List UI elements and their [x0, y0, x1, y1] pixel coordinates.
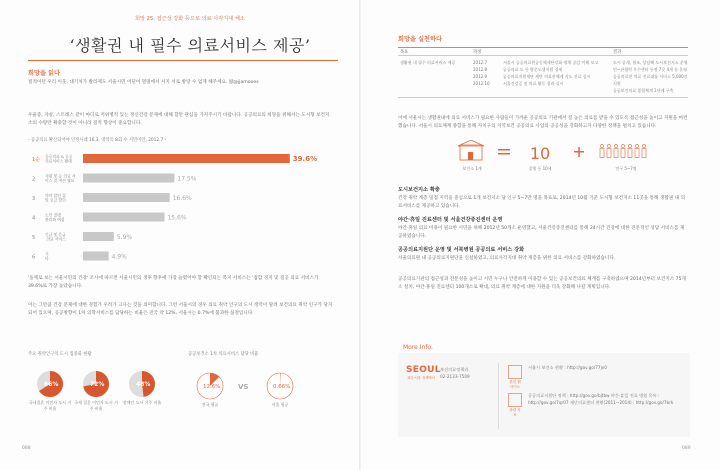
result-4: 공공보건의료 종합체계 1단계 구축	[613, 88, 674, 93]
bar	[83, 193, 170, 202]
plus-icon	[574, 147, 584, 157]
person-icon-body	[600, 149, 604, 158]
result-1: 도시 공개, 협조, 상담해 도시보건지소 운영	[613, 60, 688, 65]
plan-table	[398, 47, 688, 98]
step-3: 공공의료지원재단 세단 의료관체계 지도 진료 실시	[503, 74, 591, 79]
link-website-sub: 관련 웹사이트	[509, 380, 521, 389]
person-icon-body	[642, 149, 646, 158]
link-documents-sub: 관련 자료	[509, 408, 521, 417]
bar-category-label-line: 의료서비스 활대	[45, 158, 72, 164]
right-paragraph-2: 건강 취약 계층 밀접 지역을 중심으로 1개 보건지소 당 인구 5~7만 명을 목표로, 2014년 10월 기준 도시형 보건지소 11곳을 통해 생활권 내 의료서비스를 제공하고 있습니다.	[398, 196, 686, 209]
bar-category-number: 1순	[32, 157, 41, 163]
bar	[83, 154, 290, 163]
title-divider	[28, 60, 338, 61]
bar-value-label: 15.6%	[167, 214, 187, 222]
paragraph-4: 이는 그만큼 건강 문제에 대한 경험가 우려가 크다는 것을 의미합니다. 그런 서울시의 경우 의료 취약 인구의 도시 정역이 말려 보건의료 취약 인구가 당지되어 있으며, 공공방향이 1차 의학서비스를 담당하는 비율은 전국 약 12%, 서울시는 0.7%에 불과한 실정입니다.	[28, 303, 333, 316]
infographic	[398, 140, 688, 176]
chart-source: - 공공의료 확산되어야 인정사례 16.3. 영역의 8회 수 서민미언, 2012.7 -	[28, 138, 167, 143]
bar	[83, 174, 174, 183]
people-icons	[600, 144, 646, 157]
equals-icon	[498, 149, 510, 155]
step-1: 서울시 공공의료원공동체재단강화 정책 공감 이해 보고	[503, 60, 599, 65]
pie-caption-right: 공공보건소 1차 의료서비스 담당 비율	[188, 352, 259, 357]
result-2: 민~관협력 우수센터 등정 7곳 4개 등 운영	[613, 67, 688, 72]
bar-value-label: 39.6%	[292, 155, 318, 163]
contact-dept: 보건의료정책과	[440, 367, 469, 372]
page-number-left: 088	[22, 446, 31, 451]
monitor-icon	[508, 365, 522, 379]
bar-value-label: 16.6%	[172, 195, 192, 202]
right-paragraph-5: 공공의료기관의 접근성과 전문성을 높이고 시민 누구나 안전하게 이용할 수 있는 공공보건의료 체계를 구축하였으며 2014년부터 보건지소 75개소 설치, 야간·휴일 진료센터 100개소로 확대, 의료 취약 계층에 대한 지원을 더욱 강화해 나갈 계획입니다.	[398, 277, 686, 290]
pie-slice-label: 국제 결혼 이민자 도시 거주 비율	[74, 400, 118, 411]
bar-category-number: 2	[32, 176, 36, 183]
pie-value-label: 66%	[44, 381, 59, 388]
bar-category-label	[45, 252, 49, 262]
pie-value-label: 12.6%	[203, 384, 221, 390]
link-documents-text[interactable]: 공공의료지원단 정책 : http://gov.go/bjtbw 야간·휴일 진료 병원 목록 : http://gov.go/7qr07 재난의료센터 현황(2011~2014) : http://gov.go/7brk	[528, 393, 674, 405]
bar-category-label	[45, 232, 66, 242]
person-icon-head	[642, 144, 645, 147]
bar	[83, 232, 114, 241]
right-paragraph-1: 이에 서울시는 생활권내에 의료 서비스가 필요한 사람들이 가까운 공공의료 기관에서 질 높은 의료를 받을 수 있도록 접근성을 높이고 지원을 마련했습니다. 서울시 의료체계 종합을 통해 자치구의 지역보건 공공의료 사업의 공공성을 강화하고자 다양한 정책을 펼치고 있습니다.	[398, 116, 688, 129]
vs-label: VS	[238, 383, 249, 391]
page-title: ‘생활권 내 필수 의료서비스 제공’	[69, 36, 311, 55]
table-cell-goal: 생활권 내 필수 의료서비스 제공	[400, 60, 456, 65]
section-heading-practice: 희망을 실천하다	[398, 36, 442, 43]
pie-caption-left: 주요 취약인구의 도시 집중화 현황	[28, 352, 92, 357]
bar-category-label-line: 의료 서비스	[45, 236, 66, 242]
paragraph-2: 우울증, 자살, 스트레스 같이 마디로 저위병적 있는 정신건강 문제에 대해 할만 관심을 가져주시기 바랍니다. 공공의료의 희망을 위해서는 도시형 보건지소의 수량만 확충할 것이 아니라 질적 향상이 중요합니다.	[28, 113, 330, 126]
bar-category-number: 3	[32, 196, 36, 202]
person-icon-head	[614, 144, 617, 147]
bar-category-label	[45, 213, 65, 223]
date-3: 2012.9	[473, 74, 487, 79]
table-header-process: 과정	[473, 49, 482, 55]
link-documents-icon-wrap	[508, 393, 528, 418]
seoul-logo-text: SEOUL	[406, 365, 441, 375]
bar	[83, 213, 164, 222]
bar-category-label-line: 긴급 및 응급	[45, 232, 66, 237]
seoul-logo-sub: 희망·서울 정책백서	[407, 376, 435, 380]
bar	[83, 252, 109, 261]
bar-category-label	[45, 174, 76, 184]
bar-category-label-line: 비스 질 개선 필요	[45, 178, 75, 184]
subheading-clinics: 도시보건지소 확충	[398, 187, 440, 193]
person-icon-body	[621, 149, 625, 158]
link-website[interactable]	[508, 365, 688, 390]
contact-phone: 02-2133-7509	[440, 373, 470, 379]
result-3: 공공의료진 의료 진료대를 서비스 5,000건 지원	[613, 74, 688, 86]
bar-category-number: 4	[32, 215, 36, 222]
bar-value-label: 4.9%	[111, 253, 127, 261]
document-icon	[508, 393, 522, 407]
date-4: 2012.10	[473, 81, 490, 86]
bar-category-label-line: 관리와 여성	[45, 217, 65, 223]
bar-category-label-line: 및 요금 할인	[45, 197, 66, 203]
info-right-caption: 인구 5~7명	[615, 166, 637, 171]
more-info-box	[398, 353, 690, 437]
info-left-caption: 보건소 1개	[462, 166, 482, 171]
table-header-result: 결과	[613, 49, 622, 55]
bar-category-label-line: 저렴 및 등 의료 서	[45, 173, 76, 179]
pie-charts	[28, 362, 338, 432]
bar-category-label-line: 노인 질병	[45, 212, 63, 218]
paragraph-1: 질적이던 우리 이웃, 대기처가 발라제도 서울시민 어딘어 멀멀에서 서지 서로 방랑 수 없게 해주세요. 밟@jjamooes	[28, 80, 259, 85]
bar-category-number: 5	[32, 235, 36, 241]
table-row	[398, 56, 688, 97]
bar-category-label	[45, 154, 73, 164]
bar-value-label: 5.9%	[116, 234, 133, 241]
table-header-goal: 목표	[400, 49, 409, 55]
section-heading-read: 희망을 읽다	[28, 70, 61, 77]
bar-value-label: 17.5%	[177, 175, 197, 183]
bar-category-label-line: 공공의료 & 공공	[45, 154, 73, 159]
step-4: 서울건강증 및 의료 활동 결과 실시	[503, 81, 564, 86]
right-paragraph-3: 야간·휴일 의료 이용이 필요한 시민을 위해 2012년 50개소 운영했고, 서울건강증진센터를 통해 24시간 건강에 대한 전문적인 상담 서비스를 제공하였습니다.	[398, 226, 685, 239]
pie-value-label: 0.66%	[273, 384, 291, 390]
date-1: 2012.7	[473, 60, 487, 65]
bar-category-label-line: 기	[45, 251, 49, 257]
gutter	[359, 0, 361, 470]
person-icon-head	[607, 144, 610, 147]
pie-value-label: 48%	[136, 381, 151, 388]
subheading-night-clinics: 야간·휴일 진료센터 및 서울건강증진센터 운영	[398, 217, 503, 223]
person-icon-head	[621, 144, 624, 147]
subheading-public-medical: 공공의료지원단 운영 및 서북병원 공공의료 서비스 강화	[398, 247, 525, 253]
person-icon-body	[614, 149, 618, 158]
contact-info	[440, 367, 490, 380]
bar-category-label-line: 의약 할인 질	[45, 193, 67, 198]
person-icon-body	[607, 149, 611, 158]
pie-slice-label: 국내결혼 이민자 도시 거주 비율	[28, 400, 72, 411]
info-mid-caption: 질병 등 10세	[528, 166, 552, 171]
table-cell-results	[613, 59, 688, 94]
clinic-icon	[458, 140, 484, 160]
kicker-text: 희망 25. 접근성 강화 등으로 의료 사각지대 해소	[135, 16, 245, 22]
link-documents[interactable]	[508, 393, 688, 418]
bar-chart	[28, 150, 338, 270]
table-cell-dates	[473, 59, 503, 94]
pie-slice-label: 서울 평균	[271, 402, 289, 407]
person-icon-head	[628, 144, 631, 147]
person-icon-head	[600, 144, 603, 147]
person-icon-head	[635, 144, 638, 147]
more-info-heading: More Info.	[403, 344, 433, 351]
bar-category-label	[45, 193, 67, 203]
right-paragraph-4: 서울의료원 내 공공의료지원단을 신설하였고, 의료사각지대 취약 계층을 위한 의료 서비스를 강화하였습니다.	[398, 256, 616, 261]
step-2: 공공의료 도 등 방문도생지원 경제	[503, 67, 563, 72]
info-big-number: 10	[529, 144, 551, 163]
page-number-right: 089	[682, 446, 691, 451]
bar-category-label-line: 타	[45, 256, 49, 262]
date-2: 2012.8	[473, 67, 487, 72]
person-icon-body	[628, 149, 632, 158]
seoul-logo	[406, 365, 441, 380]
bar-category-number: 6	[32, 254, 36, 261]
pie-svg	[28, 362, 338, 432]
link-website-icon-wrap	[508, 365, 528, 390]
paragraph-3: '돌께로 보는 서울시민의 건강' 조사에 따르면 서울시민의 생후 향후에 가장 늘렸어야 할 확인되는 복지 서비스는 '접합 경지 및 질공 의료 서비스가 39.6%로 가장 높았습니다.	[28, 276, 319, 289]
pie-slice-label: 전국 평균	[201, 402, 219, 407]
pie-value-label: 72%	[90, 381, 105, 388]
person-icon-body	[635, 149, 639, 158]
table-cell-steps	[503, 59, 613, 94]
table-header	[398, 48, 688, 56]
more-info-divider	[498, 363, 499, 429]
link-website-text[interactable]: 서울시 보건소 현황 : http://gov.go/77jn0	[528, 365, 608, 370]
pie-slice-label: 장애인 도시 거주 비율	[122, 400, 162, 405]
